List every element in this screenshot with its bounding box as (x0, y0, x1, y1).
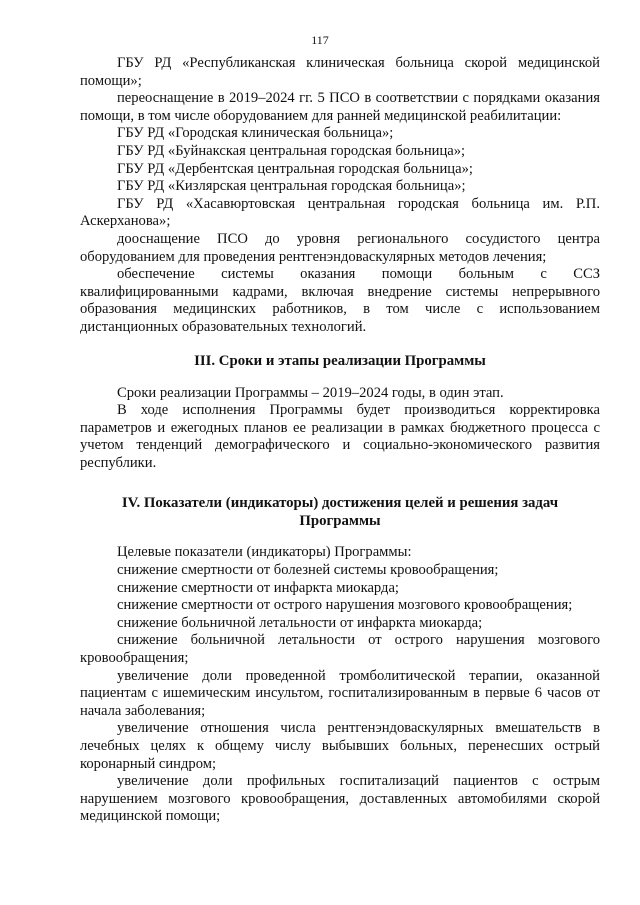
section-3-paragraph: В ходе исполнения Программы будет производиться корректировка параметров и ежегодных планов ее реализации в рамках бюджетного процесса с учетом тенденций демографического и социально-экономического развития республики. (80, 402, 600, 471)
section-4-intro: Целевые показатели (индикаторы) Программы: (117, 544, 412, 561)
intro-item: ГБУ РД «Республиканская клиническая больница скорой медицинской помощи»; (80, 55, 600, 89)
intro-item: ГБУ РД «Буйнакская центральная городская больница»; (117, 142, 466, 159)
intro-item: ГБУ РД «Дербентская центральная городская больница»; (117, 160, 473, 177)
indicator-item: снижение больничной летальности от инфаркта миокарда; (117, 614, 483, 631)
page-number: 117 (311, 33, 329, 47)
section-4-heading-line-1: IV. Показатели (индикаторы) достижения целей и решения задач (121, 495, 559, 512)
intro-item: ГБУ РД «Кизлярская центральная городская больница»; (117, 178, 466, 195)
section-4-heading-line-2: Программы (299, 513, 381, 530)
section-3-heading: III. Сроки и этапы реализации Программы (194, 352, 486, 369)
indicator-item: увеличение доли проведенной тромболитической терапии, оказанной пациентам с ишемическим инсультом, госпитализированным в первые 6 часов от начала заболевания; (80, 667, 600, 719)
intro-item: дооснащение ПСО до уровня регионального сосудистого центра оборудованием для проведения рентгенэндоваскулярных методов лечения; (80, 230, 600, 265)
indicator-item: снижение смертности от инфаркта миокарда; (117, 579, 399, 596)
document-body (80, 55, 600, 826)
section-4-heading (80, 494, 600, 530)
indicator-item: увеличение отношения числа рентгенэндоваскулярных вмешательств в лечебных целях к общему числу выбывших больных, перенесших острый коронарный синдром; (80, 720, 600, 772)
indicator-item: снижение смертности от острого нарушения мозгового кровообращения; (117, 597, 573, 614)
indicator-item: увеличение доли профильных госпитализаций пациентов с острым нарушением мозгового кровообращения, доставленных автомобилями скорой медицинской помощи; (80, 773, 600, 825)
indicator-item: снижение больничной летальности от острого нарушения мозгового кровообращения; (80, 632, 600, 667)
intro-item: переоснащение в 2019–2024 гг. 5 ПСО в соответствии с порядками оказания помощи, в том числе оборудованием для ранней медицинской реабилитации: (80, 90, 600, 124)
section-3-paragraph: Сроки реализации Программы – 2019–2024 годы, в один этап. (117, 384, 504, 401)
indicator-item: снижение смертности от болезней системы кровообращения; (117, 562, 499, 579)
intro-item: ГБУ РД «Хасавюртовская центральная городская больница им. Р.П. Аскерханова»; (80, 195, 600, 230)
intro-item: ГБУ РД «Городская клиническая больница»; (117, 125, 394, 142)
intro-item: обеспечение системы оказания помощи больным с ССЗ квалифицированными кадрами, включая внедрение системы непрерывного образования медицинских работников, в том числе с использованием дистанционных образовательных технологий. (80, 266, 600, 335)
